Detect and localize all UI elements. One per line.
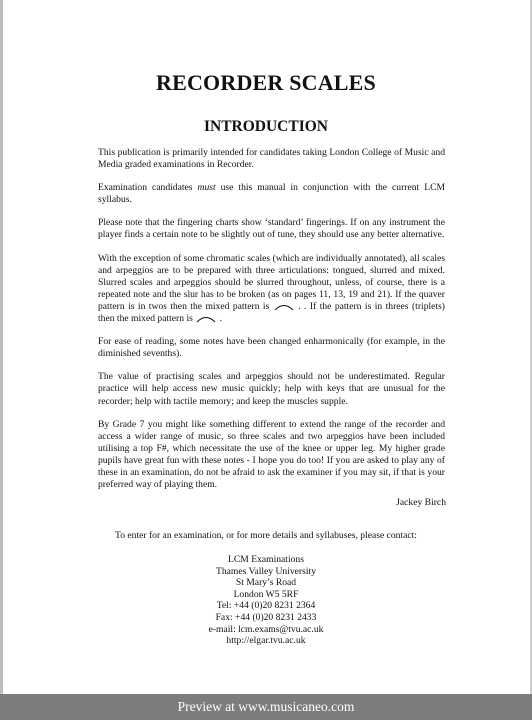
address-line-website[interactable]: http://elgar.tvu.ac.uk — [226, 635, 306, 647]
address-line-email[interactable]: e-mail: lcm.exams@tvu.ac.uk — [208, 623, 324, 635]
paragraph-grade7: By Grade 7 you might like something different to extend the range of the recorder and access a wider range of music, so three scales and two arpeggios have been included utilising a top F#, which necessitate the use of the knee or upper leg. My higher grade pupils have great fun with these notes - I hope you do too! If you are asked to play any of these in an examination, do not be afraid to ask the examiner if you may sit, if that is your preferred way of playing them. — [98, 418, 445, 491]
author-signature: Jackey Birch — [396, 497, 446, 508]
paragraph-articulation — [98, 253, 445, 326]
paragraph-enharmonic: For ease of reading, some notes have been changed enharmonically (for example, in the diminished sevenths). — [98, 336, 445, 360]
address-line: Thames Valley University — [215, 565, 316, 577]
paragraph-practice: The value of practising scales and arpeggios should not be underestimated. Regular practice will help access new music quickly; help with keys that are unusual for the recorder; help with tactile memory; and keep the muscles supple. — [98, 371, 445, 407]
articulation-text-part1: With the exception of some chromatic scales (which are individually annotated), all scales and arpeggios are to be prepared with three articulations: tongued, slurred and mixed. Slurred scales and arpeggios should be slurred throughout, unless, of course, there is a repeated note and the slur has to be broken (as on pages 11, 13, 19 and 21). If the quaver pattern is in twos then the mixed pattern is — [98, 252, 445, 312]
articulation-text-part2: If the pattern is in threes (triplets) then the mixed pattern is — [98, 300, 446, 325]
contact-intro: To enter for an examination, or for more details and syllabuses, please contact: — [115, 530, 417, 541]
articulation-dot-threes: . — [217, 313, 223, 325]
address-line: London W5 5RF — [233, 588, 299, 600]
section-heading: INTRODUCTION — [203, 118, 328, 135]
paragraph-syllabus — [98, 182, 445, 206]
introduction-body — [98, 147, 445, 502]
paragraph-syllabus-start: Examination candidates — [98, 182, 198, 194]
articulation-dots-twos: . . — [294, 300, 307, 312]
slur-icon — [195, 314, 217, 323]
paragraph-syllabus-end: use this manual in conjunction with the current LCM syllabus. — [98, 182, 445, 206]
slur-icon — [273, 302, 295, 311]
paragraph-fingering: Please note that the fingering charts show ‘standard’ fingerings. If on any instrument the player finds a certain note to be slightly out of tune, they should use any better alternative. — [98, 217, 445, 241]
address-line: St Mary’s Road — [235, 577, 297, 589]
emphasis-must: must — [197, 182, 216, 194]
contact-address — [0, 554, 532, 647]
address-line: Tel: +44 (0)20 8231 2364 — [216, 600, 316, 612]
document-title: RECORDER SCALES — [156, 70, 376, 95]
preview-banner-link[interactable]: Preview at www.musicaneo.com — [0, 694, 532, 720]
paragraph-purpose: This publication is primarily intended for candidates taking London College of Music and Media graded examinations in Recorder. — [98, 147, 445, 171]
address-line: Fax: +44 (0)20 8231 2433 — [215, 611, 317, 623]
address-line: LCM Examinations — [228, 554, 304, 565]
